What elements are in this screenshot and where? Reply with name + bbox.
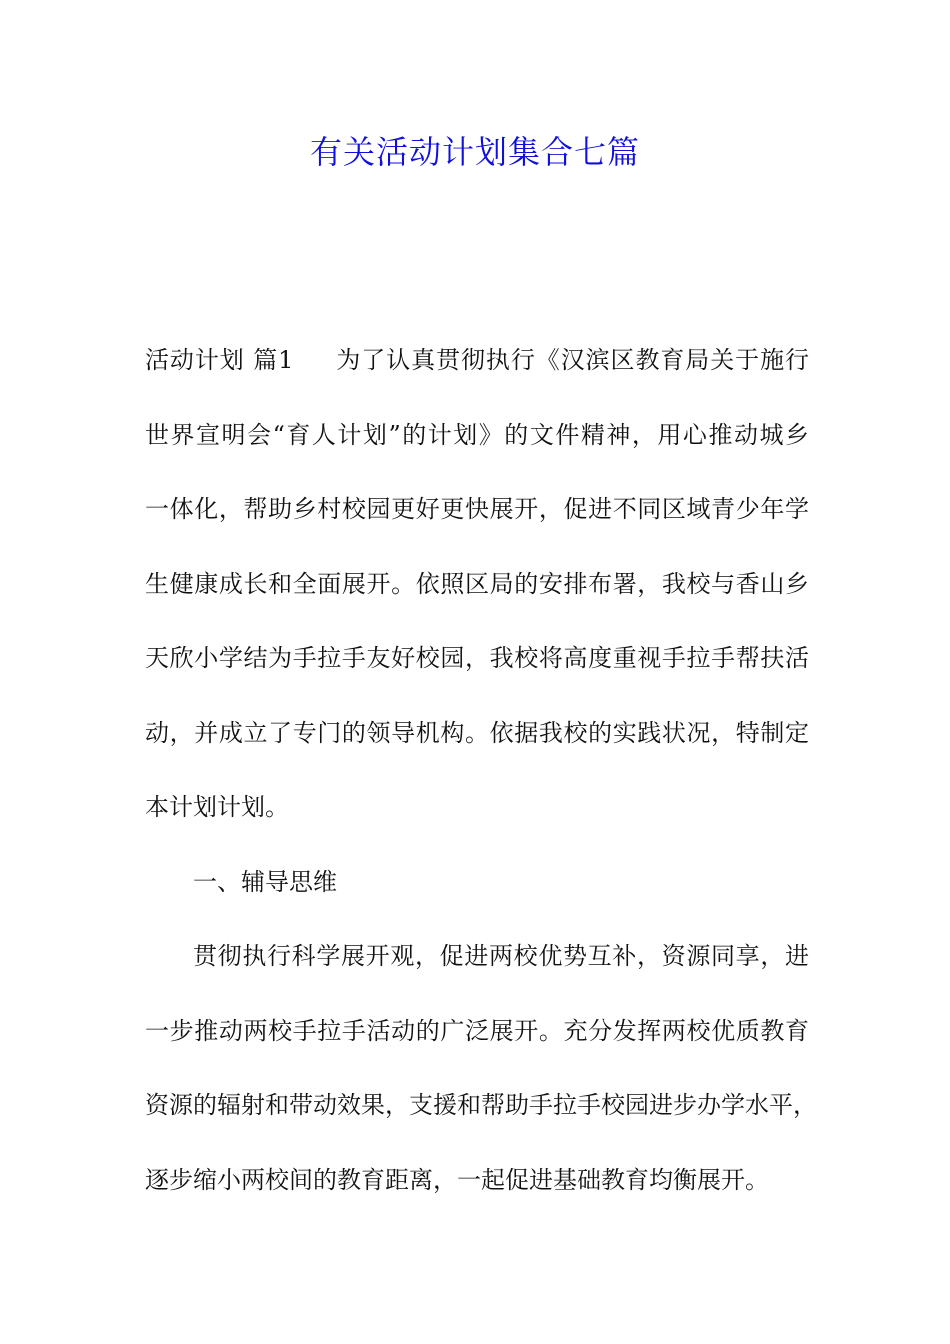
paragraph-line: 生健康成长和全面展开。依照区局的安排布署，我校与香山乡 <box>145 569 809 598</box>
paragraph-line: 一步推动两校手拉手活动的广泛展开。充分发挥两校优质教育 <box>145 1016 809 1045</box>
paragraph-line: 逐步缩小两校间的教育距离，一起促进基础教育均衡展开。 <box>145 1165 769 1194</box>
paragraph-line: 天欣小学结为手拉手友好校园，我校将高度重视手拉手帮扶活 <box>145 644 809 672</box>
paragraph-line: 动，并成立了专门的领导机构。依据我校的实践状况，特制定 <box>145 718 809 747</box>
paragraph-line: 资源的辐射和带动效果，支援和帮助手拉手校园进步办学水平， <box>145 1091 817 1119</box>
line-text: 为了认真贯彻执行《汉滨区教育局关于施行 <box>335 346 810 374</box>
document-body <box>145 336 817 1230</box>
document-title: 有关活动计划集合七篇 <box>309 133 640 171</box>
paragraph-line: 贯彻执行科学展开观，促进两校优势互补，资源同享，进 <box>193 942 809 970</box>
paragraph-line <box>145 336 809 411</box>
paragraph-line: 本计划计划。 <box>145 793 289 821</box>
section-heading: 一、辅导思维 <box>193 867 337 896</box>
paragraph-line: 世界宣明会“育人计划”的计划》的文件精神，用心推动城乡 <box>145 420 809 449</box>
section-label: 活动计划 篇1 <box>145 346 294 374</box>
paragraph-line: 一体化，帮助乡村校园更好更快展开，促进不同区域青少年学 <box>145 495 809 523</box>
